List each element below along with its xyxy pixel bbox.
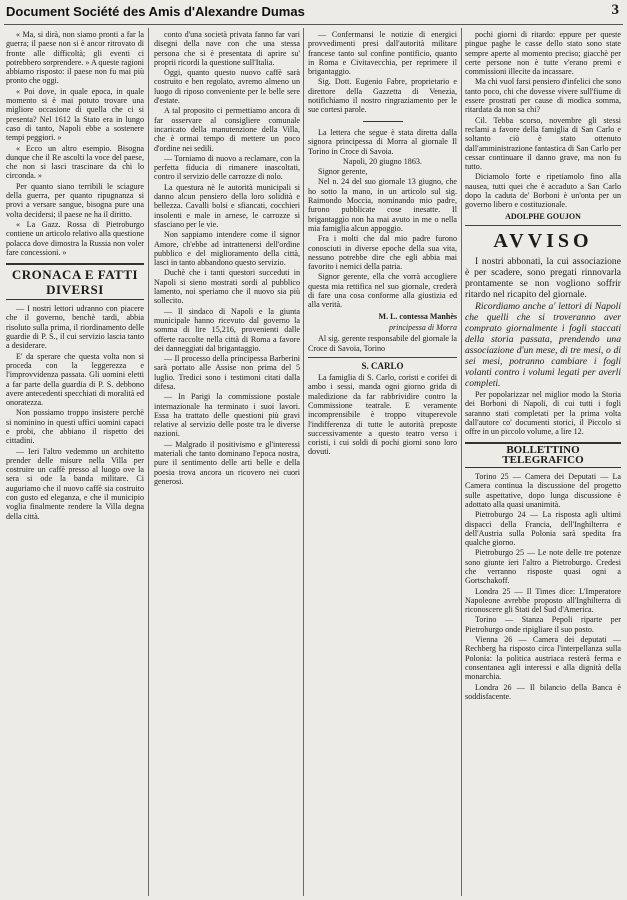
letter-address: Al sig. gerente responsabile del giornale la Croce di Savoia, Torino — [308, 334, 457, 353]
paragraph: Cil. Tebba scorso, novembre gli stessi reclami a favore della famiglia di San Carlo e soltanto ciò è stato ottenuto dall'amministrazione fantastica di San Carlo per cessar continuare il danno grave, ma non fu tutto. — [465, 115, 621, 172]
paragraph: La questura nè le autorità municipali si danno alcun pensiero della loro solidità e bellezza. Cavalli bolsi e sfiancati, cocchieri insolenti e male in arnese, le carrozze si sfasciano per le vie. — [154, 182, 300, 229]
page-header — [0, 0, 627, 24]
paragraph: — Torniamo di nuovo a reclamare, con la perfetta fiducia di rimanere inascoltati, contro il servizio delle carrozze di nolo. — [154, 153, 300, 182]
telegram: Pietroburgo 24 — La risposta agli ultimi dispacci della Francia, dell'Inghilterra e dell'Austria sulla Polonia sarà spedita fra qualche giorno. — [465, 510, 621, 548]
paragraph: « Ecco un altro esempio. Bisogna dunque che il Re ascolti la voce del paese, che non si lasci trascinare da chi lo circonda. » — [6, 143, 144, 181]
paragraph: Non possiamo troppo insistere perchè si nominino in questi uffici uomini capaci e probi, che abbiano il rispetto dei cittadini. — [6, 408, 144, 446]
separator — [308, 117, 457, 126]
paragraph: — Il processo della principessa Barberini sarà portato alle Assise non prima del 5 luglio. Tredici sono i testimoni citati dalla difesa. — [154, 354, 300, 391]
column-4 — [465, 30, 621, 894]
letter-intro: La lettera che segue è stata diretta dalla signora principessa di Morra al giornale Il Torino in Croce di Savoia. — [308, 127, 457, 156]
paragraph: Diciamolo forte e ripetiamolo fino alla nausea, tutti quei che è accaduto a San Carlo dopo la caduta de' Borboni è un'onta per un governo libero e costituzionale. — [465, 172, 621, 210]
paragraph: « Ma, si dirà, non siamo pronti a far la guerra; il paese non si è ancor ritrovato di fronte alle difficoltà; gli eventi ci potrebbero sorprendere. » A queste ragioni abbiamo risposto: il paese non fu mai più pronto che oggi. — [6, 30, 144, 86]
author-signature: ADOLPHE GOUJON — [505, 211, 581, 221]
telegram: Pietroburgo 25 — Le note delle tre potenze sono giunte ieri l'altro a Pietroburgo. Credesi che verranno risposte quasi ogni a Gortschakoff. — [465, 548, 621, 586]
paragraph: — Il sindaco di Napoli e la giunta municipale hanno ricevuto dal governo la somma di lire 15,216, provenienti dalle offerte raccolte nella città di Roma a favore dei danneggiati dal brigantaggio. — [154, 306, 300, 353]
column-2 — [154, 30, 300, 894]
paragraph: Fra i molti che dal mio padre furono conosciuti in diverse epoche della sua vita, nessuno potrebbe dire che egli abbia mai favorito i nemici della patria. — [308, 234, 457, 272]
notice-title: AVVISO — [493, 229, 593, 252]
paragraph: Signor gerente, ella che vorrà accogliere questa mia rettifica nel suo giornale, crederà di fare una cosa conforme alla giustizia ed alla verità. — [308, 272, 457, 310]
column-divider — [148, 28, 149, 896]
paragraph: Non sappiamo intendere come il signor Amore, ch'ebbe ad intrattenersi dell'ordine pubblico e del miglioramento della città, lasci in tanto abbandono questo servizio. — [154, 230, 300, 268]
telegram: Londra 26 — Il bilancio della Banca è soddisfacente. — [465, 682, 621, 701]
paragraph: Per quanto siano terribili le sciagure della guerra, per quanto ripugnanza si provi a versare sangue, bisogna pure una volta decidersi; il paese ne ha il diritto. — [6, 181, 144, 219]
section-title: CRONACA E FATTI DIVERSI — [6, 263, 144, 300]
telegram: Vienna 26 — Camera dei deputati — Rechberg ha risposto circa l'interpellanza sulla Polonia: la politica austriaca resterà ferma e consentanea agli interessi e alla dignità della monarchia. — [465, 635, 621, 682]
page-number: 3 — [611, 2, 619, 18]
separator — [308, 357, 457, 358]
telegram: Londra 25 — Il Times dice: L'Imperatore Napoleone avrebbe proposto all'Inghilterra di riconoscere gli Stati del Sud d'America. — [465, 586, 621, 615]
paragraph: pochi giorni di ritardo: eppure per queste pingue paghe le casse dello stato sono state sempre aperte al momento preciso; giacchè per certe persone non è tutte v'erano premi e commissioni illecite da incassare. — [465, 30, 621, 77]
section-title: S. CARLO — [361, 360, 404, 371]
paragraph: conto d'una società privata fanno far vari disegni della nave con che una stessa persona che si è presentata di aprire su' proprii ricordi la questione sull'Italia. — [154, 30, 300, 67]
paragraph: Duchè che i tanti questori succeduti in Napoli si sieno mostrati sordi al pubblico lamento, noi speriamo che il nuovo sia più sollecito. — [154, 268, 300, 306]
paragraph: Sig. Dott. Eugenio Fabre, proprietario e direttore della Gazzetta di Venezia, notifichiamo il nostro ringraziamento per le sue cortesi parole. — [308, 77, 457, 115]
paragraph: Oggi, quanto questo nuovo caffè sarà costruito e ben regolato, avremo almeno un luogo di riposo conveniente per le belle sere d'estate. — [154, 68, 300, 106]
telegram: Torino 25 — Camera dei Deputati — La Camera continua la discussione del progetto sulle aspettative, dopo lunga discussione è adottato alla quasi unanimità. — [465, 472, 621, 509]
column-divider — [461, 28, 462, 896]
notice-text: I nostri abbonati, la cui associazione è per scadere, sono pregati rinnovarla prontamente se non vogliono soffrir ritardo nel ricapito del giornale. — [465, 255, 621, 300]
paragraph: — Malgrado il positivismo e gl'interessi materiali che tanto dominano l'epoca nostra, pure il sentimento delle arti belle e della poesia trova ancora un ricovero nei cuori generosi. — [154, 439, 300, 486]
letter-date: Napoli, 20 giugno 1863. — [343, 156, 422, 166]
paragraph: — I nostri lettori udranno con piacere che il governo, benchè tardi, abbia risoluto sulla prima, il riordinamento delle guardie di P. S., il cui servizio lascia tanto a desiderare. — [6, 304, 144, 351]
paragraph: La famiglia di S. Carlo, coristi e corifei di ambo i sessi, manda ogni giorno grida di maledizione da far rabbrividire contro la Commissione teatrale. E veramente incomprensibile è troppo vituperevole l'indifferenza di tutte le autorità preposte successivamente a questo teatro verso i coristi, i cui soldi di pochi giorni sono loro dovuti. — [308, 373, 457, 457]
paragraph: E' da sperare che questa volta non si proceda con la leggerezza e l'improvvidenza passata. Gli uomini eletti a far parte della guardia di P. S. debbono avere antecedenti specchiati di moralità ed onoratezza. — [6, 351, 144, 408]
separator — [465, 225, 621, 226]
column-3 — [308, 30, 457, 894]
paragraph: « La Gazz. Rossa di Pietroburgo contiene un articolo relativo alla questione polacca dove dimostra la Russia non voler fare concessioni. » — [6, 219, 144, 257]
telegram: Torino — Stanza Pepoli riparte per Pietroburgo onde ripigliare il suo posto. — [465, 615, 621, 634]
paragraph: Ma chi vuol farsi pensiero d'infelici che sono tanto poco, chi che dovesse vivere sull'fiume di essere prostrati per cause di modica somma, ritardata da non sa chi? — [465, 77, 621, 115]
letter-salutation: Signor gerente, — [318, 167, 368, 177]
letter-signature-title: principessa di Morra — [389, 322, 457, 332]
paragraph: — Ieri l'altro vedemmo un architetto prender delle misure nella Villa per costruire un caffè presso al luogo ove la sera si ode la banda militare. Ci auguriamo che il nuovo caffè sia costruito con gusto ed eleganza, e che il municipio voglia finalmente rendere la Villa degna della città. — [6, 446, 144, 521]
section-title: BOLLETTINO TELEGRAFICO — [465, 442, 621, 468]
paragraph: A tal proposito ci permettiamo ancora di far osservare al consigliere comunale incaricato della manutenzione della Villa, che è ormai tempo di mettere un poco d'ordine nei sedili. — [154, 106, 300, 153]
header-rule — [4, 24, 623, 25]
column-1 — [6, 30, 144, 894]
society-watermark: Document Société des Amis d'Alexandre Dumas — [6, 4, 305, 19]
paragraph: — Confermansi le notizie di energici provvedimenti presi dall'autorità militare francese tanto sul confine pontificio, quanto in Roma e Civitavecchia, per reprimere il brigantaggio. — [308, 30, 457, 77]
paragraph: Nel n. 24 del suo giornale 13 giugno, che ho sotto la mano, in un articolo sul sig. Raimondo Moccia, nominando mio padre, furono pubblicate cose inesatte. Il brigantaggio non ha mai avuto in me o nella mia famiglia alcun appoggio. — [308, 177, 457, 233]
letter-signature: M. L. contessa Manhès — [378, 311, 457, 321]
paragraph: « Poi dove, in quale epoca, in quale momento si è mai potuto trovare una migliore occasione di quella che ci si presenta? Nel 1612 la Stato era in lungo caso di tanto, Napoli ebbe a sostenere tempi peggiori. » — [6, 86, 144, 143]
column-divider — [303, 28, 304, 896]
paragraph: — In Parigi la commissione postale internazionale ha terminato i suoi lavori. Essa ha trattato delle questioni più gravi relative al servizio delle poste tra le diverse nazioni. — [154, 392, 300, 439]
notice-paragraph: Per popolarizzar nel miglior modo la Storia dei Borboni di Napoli, di cui tutti i fogli saranno stati completati per la prima volta dall'autore co' documenti storici, il Piccolo si offre in un piccolo volume, a lire 12. — [465, 389, 621, 437]
notice-italic: Ricordiamo anche a' lettori di Napoli che quelli che si troveranno aver comprato giornalmente i fogli staccati della storia passata, prendendo una associazione d'un mese, di tre mesi, o di sei mesi, potranno cambiare i fogli volanti contro i volumi legati per averli completi. — [465, 300, 621, 389]
